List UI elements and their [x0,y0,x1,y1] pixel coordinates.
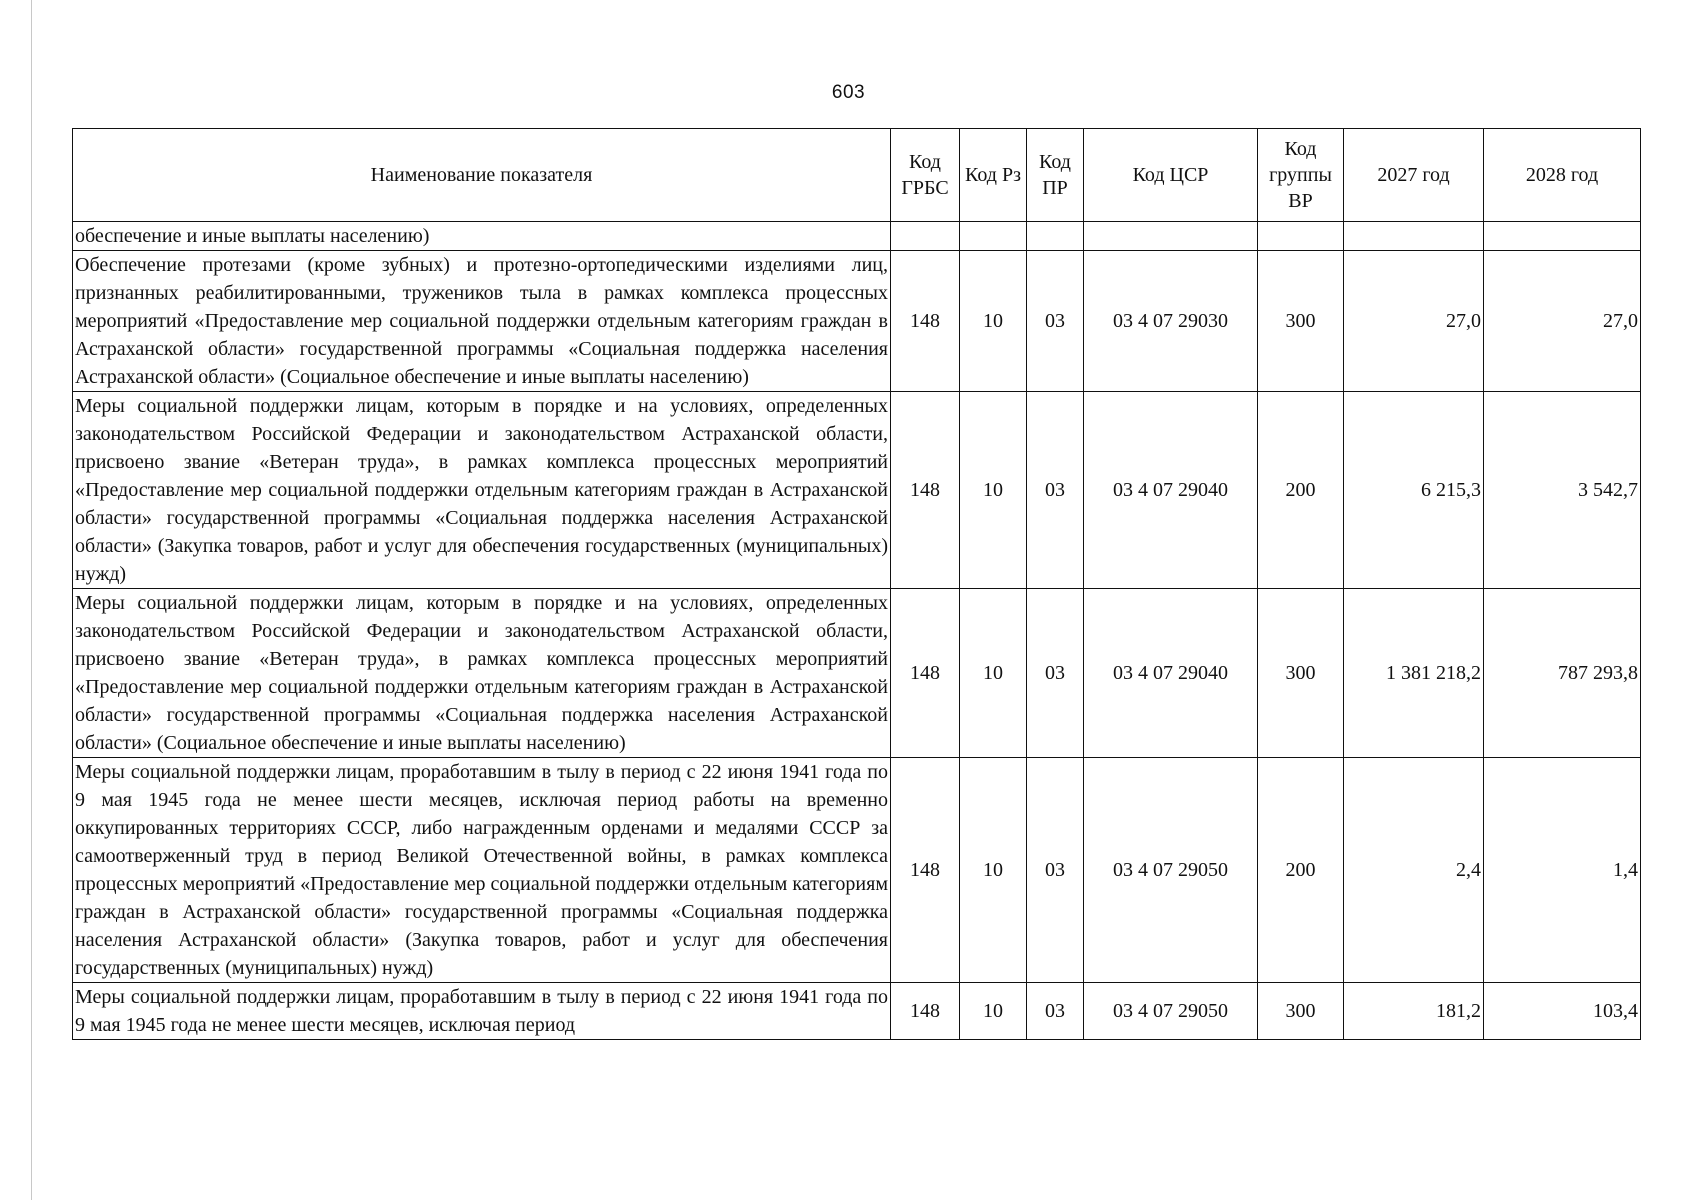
header-name: Наименование показателя [73,129,891,222]
row-rz [960,222,1027,251]
row-rz: 10 [960,758,1027,983]
row-pr: 03 [1027,758,1084,983]
row-csr: 03 4 07 29050 [1084,758,1258,983]
row-vr [1258,222,1344,251]
row-2027: 2,4 [1344,758,1484,983]
header-grbs: Код ГРБС [891,129,960,222]
row-csr: 03 4 07 29030 [1084,251,1258,392]
row-2027: 6 215,3 [1344,392,1484,589]
row-vr: 300 [1258,251,1344,392]
table-row [73,392,1641,589]
header-2028: 2028 год [1484,129,1641,222]
row-name: Меры социальной поддержки лицам, которым в порядке и на условиях, определенных законодательством Российской Федерации и законодательством Астраханской области, присвоено звание «Ветеран труда», в рамках комплекса процессных мероприятий «Предоставление мер социальной поддержки отдельным категориям граждан в Астраханской области» государственной программы «Социальная поддержка населения Астраханской области» (Социальное обеспечение и иные выплаты населению) [73,589,891,758]
row-name: обеспечение и иные выплаты населению) [73,222,891,251]
row-2028: 1,4 [1484,758,1641,983]
row-2028: 3 542,7 [1484,392,1641,589]
row-name: Обеспечение протезами (кроме зубных) и протезно-ортопедическими изделиями лиц, признанных реабилитированными, тружеников тыла в рамках комплекса процессных мероприятий «Предоставление мер социальной поддержки отдельным категориям граждан в Астраханской области» государственной программы «Социальная поддержка населения Астраханской области» (Социальное обеспечение и иные выплаты населению) [73,251,891,392]
table-row [73,251,1641,392]
table-header-row [73,129,1641,222]
header-rz: Код Рз [960,129,1027,222]
row-vr: 200 [1258,392,1344,589]
row-vr: 300 [1258,983,1344,1040]
row-2028 [1484,222,1641,251]
row-pr: 03 [1027,589,1084,758]
row-2028: 27,0 [1484,251,1641,392]
row-pr [1027,222,1084,251]
row-grbs: 148 [891,589,960,758]
table-row [73,589,1641,758]
header-vr: Код группы ВР [1258,129,1344,222]
row-csr: 03 4 07 29040 [1084,589,1258,758]
header-csr: Код ЦСР [1084,129,1258,222]
row-vr: 300 [1258,589,1344,758]
row-rz: 10 [960,983,1027,1040]
row-grbs [891,222,960,251]
page-margin-line [31,0,32,1200]
row-name: Меры социальной поддержки лицам, которым в порядке и на условиях, определенных законодательством Российской Федерации и законодательством Астраханской области, присвоено звание «Ветеран труда», в рамках комплекса процессных мероприятий «Предоставление мер социальной поддержки отдельным категориям граждан в Астраханской области» государственной программы «Социальная поддержка населения Астраханской области» (Закупка товаров, работ и услуг для обеспечения государственных (муниципальных) нужд) [73,392,891,589]
row-2027: 1 381 218,2 [1344,589,1484,758]
table-row [73,222,1641,251]
row-pr: 03 [1027,251,1084,392]
budget-table [72,128,1641,1040]
row-2027: 27,0 [1344,251,1484,392]
row-grbs: 148 [891,983,960,1040]
row-csr [1084,222,1258,251]
header-pr: Код ПР [1027,129,1084,222]
row-pr: 03 [1027,983,1084,1040]
row-2028: 103,4 [1484,983,1641,1040]
row-csr: 03 4 07 29040 [1084,392,1258,589]
page-number: 603 [831,82,866,103]
row-rz: 10 [960,251,1027,392]
row-name: Меры социальной поддержки лицам, проработавшим в тылу в период с 22 июня 1941 года по 9 мая 1945 года не менее шести месяцев, исключая период [73,983,891,1040]
row-vr: 200 [1258,758,1344,983]
row-rz: 10 [960,589,1027,758]
row-name: Меры социальной поддержки лицам, проработавшим в тылу в период с 22 июня 1941 года по 9 мая 1945 года не менее шести месяцев, исключая период работы на временно оккупированных территориях СССР, либо награжденным орденами и медалями СССР за самоотверженный труд в период Великой Отечественной войны, в рамках комплекса процессных мероприятий «Предоставление мер социальной поддержки отдельным категориям граждан в Астраханской области» государственной программы «Социальная поддержка населения Астраханской области» (Закупка товаров, работ и услуг для обеспечения государственных (муниципальных) нужд) [73,758,891,983]
row-pr: 03 [1027,392,1084,589]
row-grbs: 148 [891,392,960,589]
row-grbs: 148 [891,251,960,392]
row-rz: 10 [960,392,1027,589]
row-2027 [1344,222,1484,251]
header-2027: 2027 год [1344,129,1484,222]
row-csr: 03 4 07 29050 [1084,983,1258,1040]
table-row [73,758,1641,983]
row-2027: 181,2 [1344,983,1484,1040]
row-2028: 787 293,8 [1484,589,1641,758]
table-row [73,983,1641,1040]
row-grbs: 148 [891,758,960,983]
